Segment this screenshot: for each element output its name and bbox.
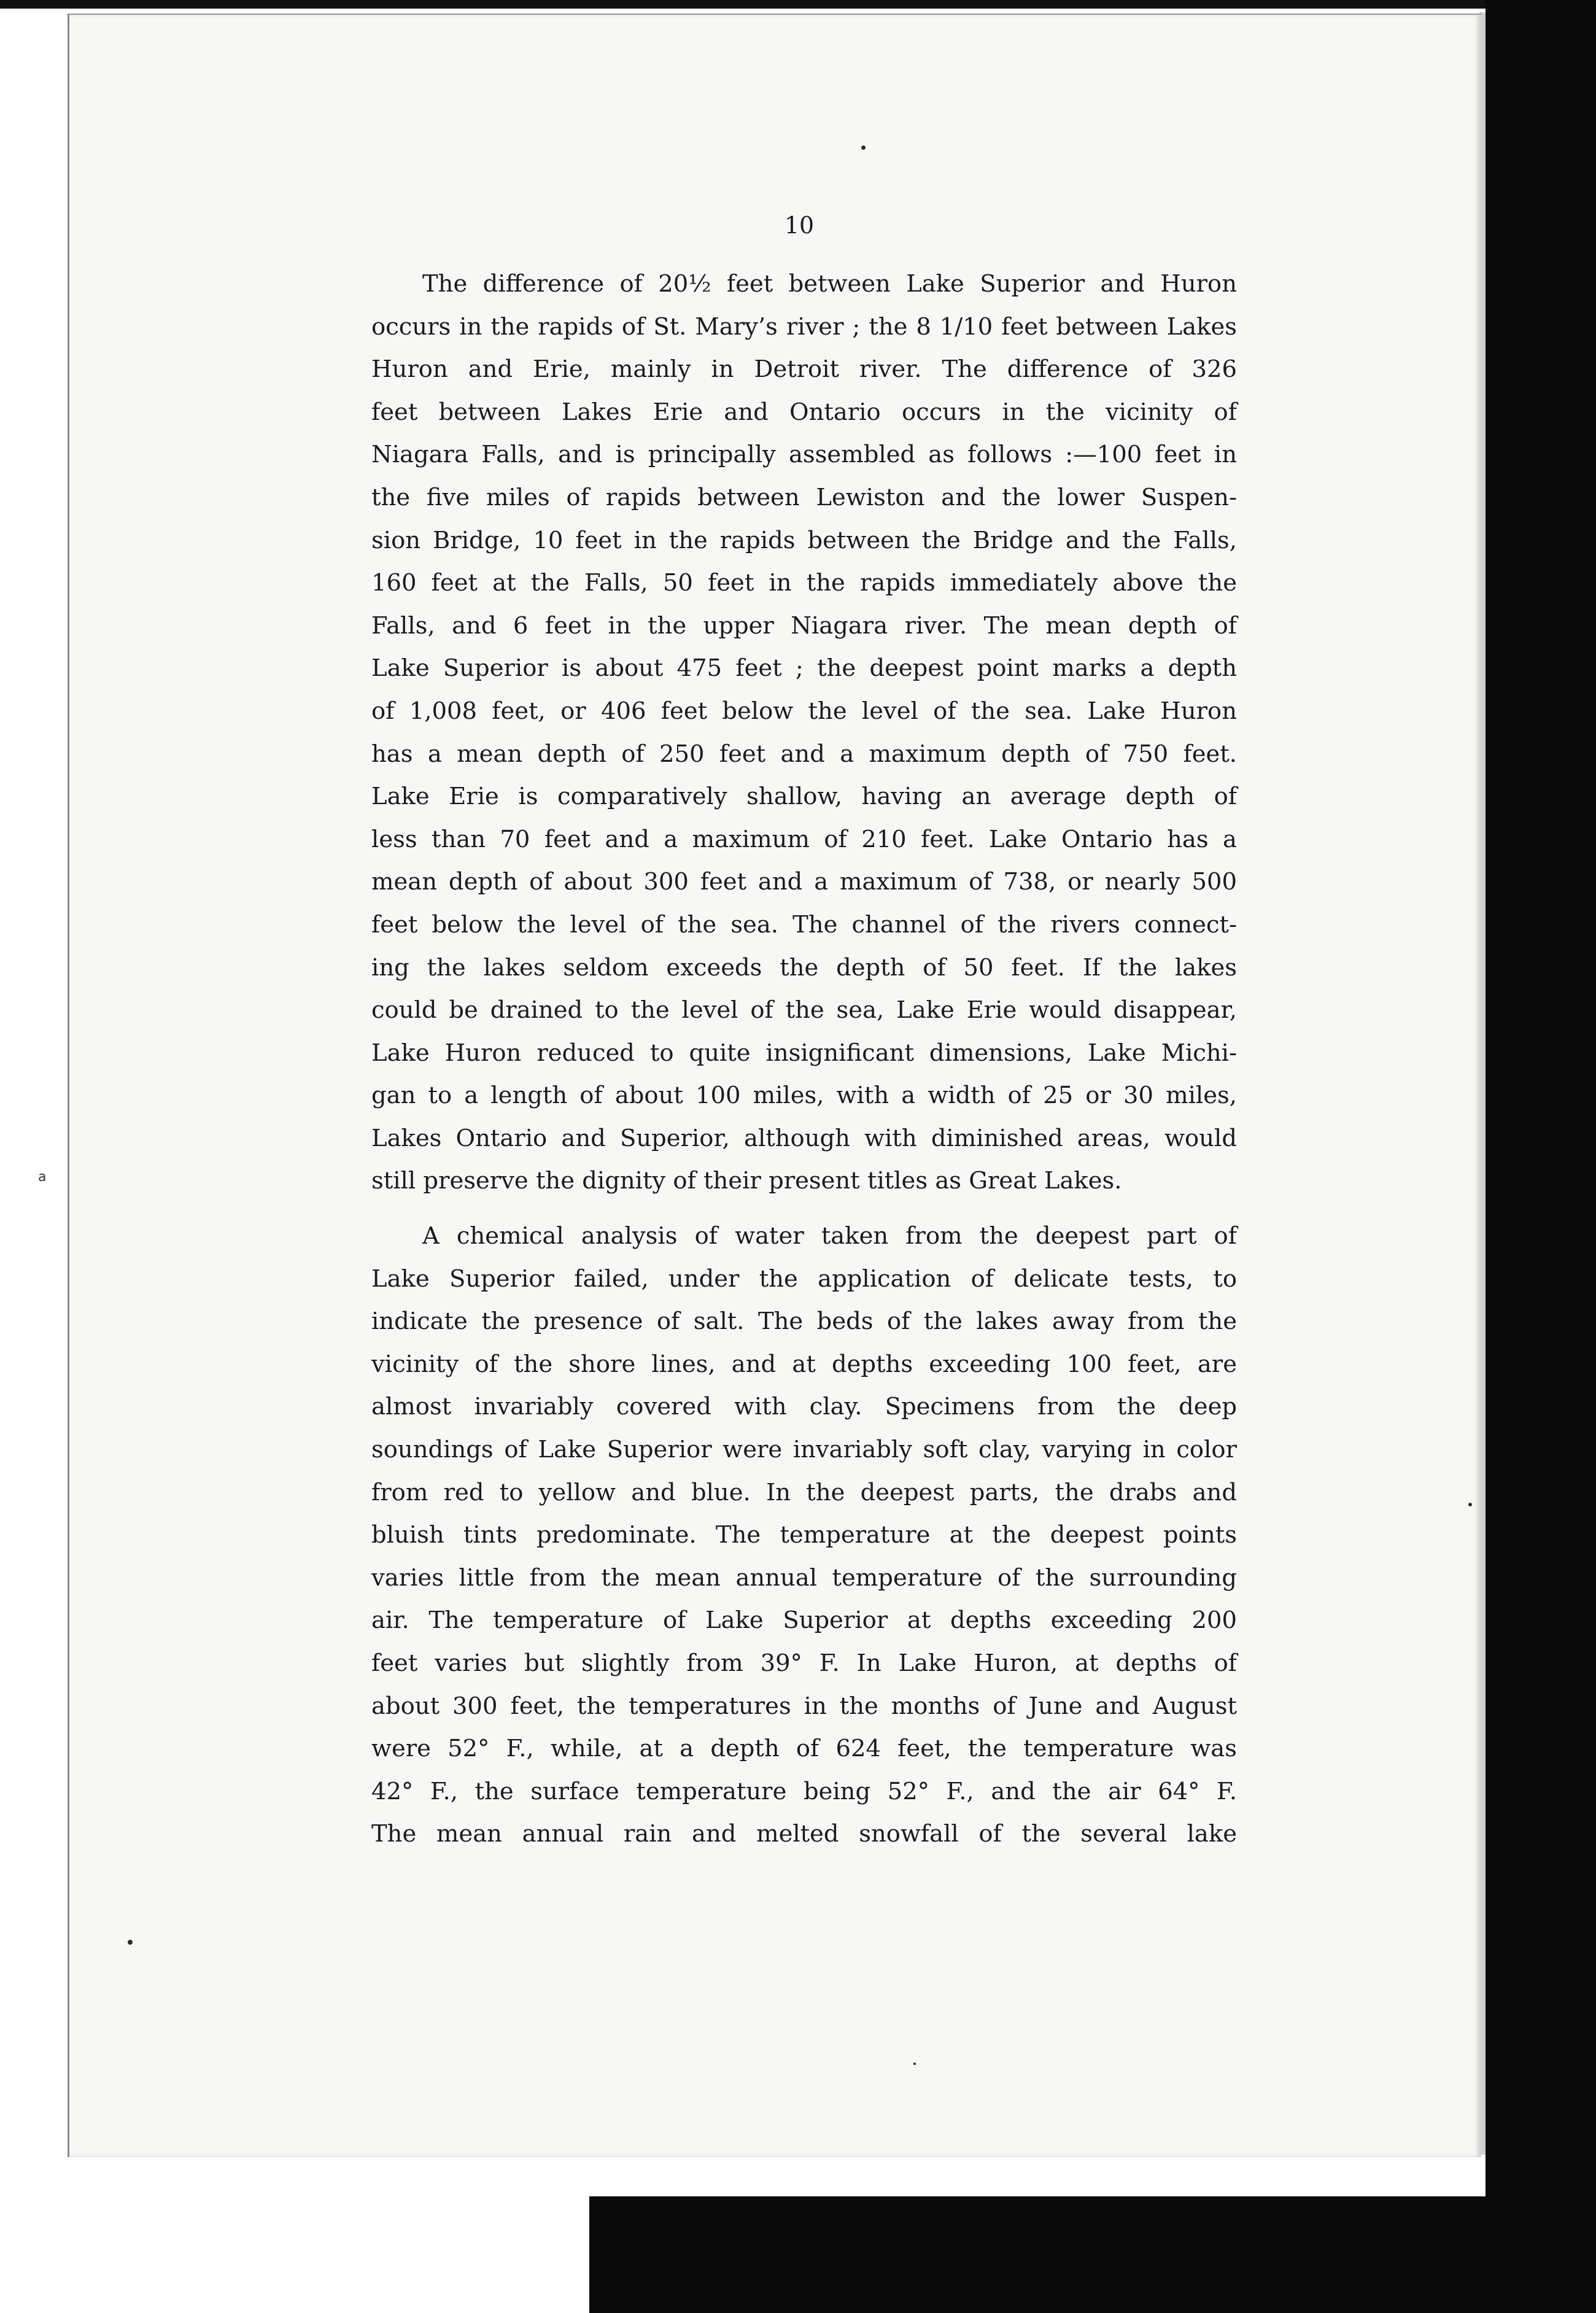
text-line: indicate the presence of salt. The beds of the lakes away from the [371, 1308, 1237, 1336]
text-line: of 1,008 feet, or 406 feet below the level of the sea. Lake Huron [371, 697, 1237, 725]
paragraph-2 [371, 1215, 1237, 1856]
text-line: The difference of 20½ feet between Lake Superior and Huron [422, 270, 1237, 298]
dust-speck [861, 145, 866, 150]
page-number: 10 [784, 212, 815, 239]
text-line: The mean annual rain and melted snowfall of the several lake [371, 1820, 1237, 1848]
text-line: feet below the level of the sea. The channel of the rivers connect- [371, 910, 1237, 939]
text-line: gan to a length of about 100 miles, with a width of 25 or 30 miles, [371, 1082, 1237, 1110]
text-line: Lake Superior failed, under the application of delicate tests, to [371, 1265, 1237, 1293]
text-line: bluish tints predominate. The temperature at the deepest points [371, 1521, 1237, 1549]
body-text [371, 263, 1237, 1856]
text-line: Lake Erie is comparatively shallow, having an average depth of [371, 783, 1237, 811]
text-line: occurs in the rapids of St. Mary’s river ; the 8 1/10 feet between Lakes [371, 312, 1237, 341]
text-line: soundings of Lake Superior were invariably soft clay, varying in color [371, 1436, 1237, 1464]
text-line: were 52° F., while, at a depth of 624 feet, the temperature was [371, 1735, 1237, 1763]
text-line: Lakes Ontario and Superior, although with diminished areas, would [371, 1124, 1237, 1152]
text-line: ing the lakes seldom exceeds the depth of 50 feet. If the lakes [371, 953, 1237, 982]
dust-speck [913, 2063, 916, 2065]
text-line: could be drained to the level of the sea, Lake Erie would disappear, [371, 996, 1237, 1025]
text-line: A chemical analysis of water taken from the deepest part of [422, 1222, 1237, 1250]
text-line: from red to yellow and blue. In the deepest parts, the drabs and [371, 1478, 1237, 1506]
scan-right-border [1486, 0, 1596, 2313]
dust-speck [128, 1940, 133, 1945]
text-line: almost invariably covered with clay. Specimens from the deep [371, 1393, 1237, 1421]
scan-top-border [0, 0, 1596, 9]
text-line: Lake Huron reduced to quite insignificant dimensions, Lake Michi- [371, 1039, 1237, 1067]
text-line: feet varies but slightly from 39° F. In Lake Huron, at depths of [371, 1649, 1237, 1677]
text-line: feet between Lakes Erie and Ontario occurs in the vicinity of [371, 398, 1237, 426]
text-line: about 300 feet, the temperatures in the months of June and August [371, 1692, 1237, 1720]
text-line: Huron and Erie, mainly in Detroit river. The difference of 326 [371, 355, 1237, 384]
scan-bottom-white [0, 2196, 589, 2313]
text-line: 160 feet at the Falls, 50 feet in the rapids immediately above the [371, 569, 1237, 597]
text-line: vicinity of the shore lines, and at depths exceeding 100 feet, are [371, 1350, 1237, 1378]
text-line: has a mean depth of 250 feet and a maximum depth of 750 feet. [371, 740, 1237, 768]
text-line: Niagara Falls, and is principally assembled as follows :—100 feet in [371, 441, 1237, 469]
text-line: less than 70 feet and a maximum of 210 feet. Lake Ontario has a [371, 825, 1237, 853]
text-line: Falls, and 6 feet in the upper Niagara river. The mean depth of [371, 611, 1237, 640]
paragraph-1 [371, 263, 1237, 1203]
paragraph-gap [371, 1203, 1237, 1215]
margin-mark: a [38, 1169, 47, 1185]
text-line: the five miles of rapids between Lewiston and the lower Suspen- [371, 483, 1237, 511]
dust-speck [1468, 1503, 1472, 1506]
text-line: air. The temperature of Lake Superior at depths exceeding 200 [371, 1606, 1237, 1635]
text-line: varies little from the mean annual temperature of the surrounding [371, 1563, 1237, 1592]
text-line: still preserve the dignity of their present titles as Great Lakes. [371, 1167, 1122, 1195]
text-line: 42° F., the surface temperature being 52° F., and the air 64° F. [371, 1777, 1237, 1805]
text-line: Lake Superior is about 475 feet ; the deepest point marks a depth [371, 654, 1237, 683]
text-line: mean depth of about 300 feet and a maximum of 738, or nearly 500 [371, 868, 1237, 896]
text-line: sion Bridge, 10 feet in the rapids between the Bridge and the Falls, [371, 526, 1237, 554]
